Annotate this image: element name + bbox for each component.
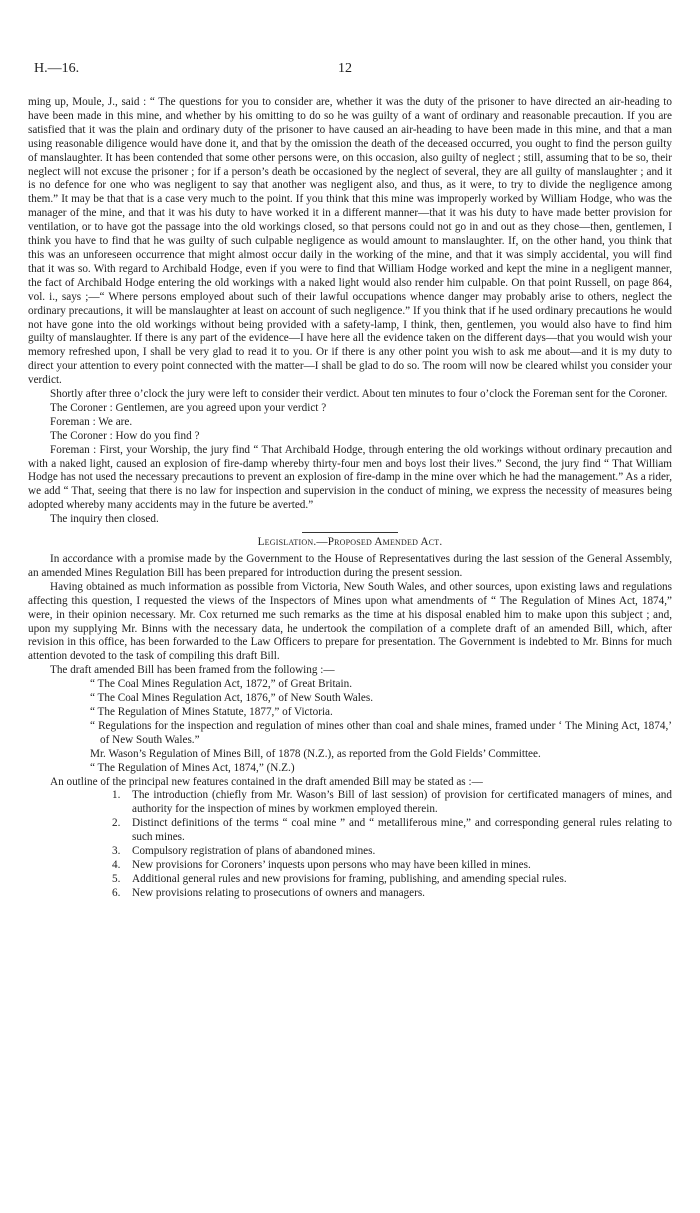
source-item: “ The Regulation of Mines Statute, 1877,” of Victoria. bbox=[90, 705, 333, 718]
source-item: “ The Coal Mines Regulation Act, 1876,” of New South Wales. bbox=[90, 692, 373, 705]
dialogue-line: The Coroner : Gentlemen, are you agreed upon your verdict ? bbox=[50, 401, 327, 414]
framed-intro-line: The draft amended Bill has been framed from the following :— bbox=[50, 664, 335, 677]
feature-item bbox=[28, 887, 672, 901]
source-item: “ The Coal Mines Regulation Act, 1872,” of Great Britain. bbox=[90, 678, 353, 691]
jury-retire-paragraph: Shortly after three o’clock the jury were left to consider their verdict. About ten minutes to four o’clock the Foreman sent for the Coroner. bbox=[50, 388, 668, 401]
feature-item bbox=[28, 845, 672, 859]
feature-number: 6. bbox=[112, 886, 121, 899]
feature-item bbox=[28, 789, 672, 817]
summing-up-paragraph: ming up, Moule, J., said : “ The questions for you to consider are, whether it was the duty of the prisoner to have directed an air-heading to have been made in this mine, and whether by his omitting to do so he was guilty of a want of ordinary and reasonable precaution. If you are satisfied that it was the plain and ordinary duty of the prisoner to have caused an air-heading to have been made in this mine, and that a man using reasonable diligence would have done it, and that by the omission the death of the deceased occurred, you ought to find the person guilty of manslaughter. It has been contended that some other persons were, on this occasion, also guilty of neglect ; still, assuming that to be so, their neglect will not excuse the prisoner ; for if a person’s death be occasioned by the neglect of several, they are all guilty of manslaughter ; and it is no defence for one who was negligent to say that another was negligent also, and thus, as it were, to try to divide the negligence among them.” It may be that that is a case very much to the point. If you think that this mine was improperly worked by William Hodge, who was the manager of the mine, and that it was his duty to have worked it in a different manner—that it was his duty to have made better provision for ventilation, or to have got the passage into the old workings closed, so that persons could not go in and out as they chose—then, gentlemen, I think you have to find that he was guilty of such culpable negligence as would amount to manslaughter. If, on the other hand, you think that this was an unforeseen occurrence that might almost occur daily in the working of the mine, and that it was simply accidental, you will find that it was so. With regard to Archibald Hodge, even if you were to find that William Hodge worked and kept the mine in a negligent manner, the fact of Archibald Hodge entering the old workings with a naked light would also render him culpable. On that point Russell, on page 864, vol. i., says ;—“ Where persons employed about such of their lawful occupations whence danger may probably arise to others, neglect the ordinary precautions, it will be manslaughter at least on account of such negligence.” If you think that if he used ordinary precautions he would not have gone into the old workings without being provided with a safety-lamp, I think, then, gentlemen, you would also have to find him guilty of manslaughter. If there is any part of the evidence—I have here all the evidence taken on the different days—that you would wish your memory refreshed upon, I shall be very glad to read it to you. Or if there is any other point you wish to ask me about—and it is my duty to direct your attention to every point connected with the matter—I shall be glad to do so. The room will now be cleared whilst you consider your verdict. bbox=[28, 96, 672, 387]
feature-number: 1. bbox=[112, 789, 121, 802]
legislation-paragraph: In accordance with a promise made by the Government to the House of Representatives during the last session of the General Assembly, an amended Mines Regulation Bill has been prepared for introduction during the present session. bbox=[28, 553, 672, 579]
features-list bbox=[28, 789, 672, 900]
dialogue-line: Foreman : We are. bbox=[50, 415, 133, 428]
document-reference: H.—16. bbox=[34, 61, 80, 76]
feature-number: 5. bbox=[112, 872, 121, 885]
document-body bbox=[28, 96, 672, 901]
feature-text: Distinct definitions of the terms “ coal mine ” and “ metalliferous mine,” and corresponding general rules relating to such mines. bbox=[132, 817, 672, 844]
dialogue-line: The Coroner : How do you find ? bbox=[50, 429, 200, 442]
feature-item bbox=[28, 873, 672, 887]
feature-number: 3. bbox=[112, 845, 121, 858]
section-divider bbox=[302, 532, 398, 533]
feature-item bbox=[28, 817, 672, 845]
section-heading: Legislation.—Proposed Amended Act. bbox=[257, 536, 443, 549]
source-item: “ Regulations for the inspection and regulation of mines other than coal and shale mines, framed under ‘ The Mining Act, 1874,’ of New South Wales.” bbox=[90, 719, 672, 746]
legislation-paragraph: Having obtained as much information as possible from Victoria, New South Wales, and other sources, upon existing laws and regulations affecting this question, I requested the views of the Inspectors of Mines upon what amendments of “ The Regulation of Mines Act, 1874,” were, in their opinion necessary. Mr. Cox returned me such remarks as the time at his disposal enabled him to make upon this subject ; and, upon my supplying Mr. Binns with the necessary data, he undertook the compilation of a complete draft of an amended Bill, which, after revision in this office, has been forwarded to the Law Officers to prepare for presentation. The Government is indebted to Mr. Binns for much attention devoted to the task of compiling this draft Bill. bbox=[28, 580, 672, 663]
outline-intro-line: An outline of the principal new features contained in the draft amended Bill may be stated as :— bbox=[50, 775, 483, 788]
sources-list bbox=[28, 678, 672, 775]
feature-number: 2. bbox=[112, 817, 121, 830]
feature-text: Additional general rules and new provisions for framing, publishing, and amending special rules. bbox=[132, 872, 567, 885]
feature-item bbox=[28, 859, 672, 873]
source-item: Mr. Wason’s Regulation of Mines Bill, of 1878 (N.Z.), as reported from the Gold Fields’ Committee. bbox=[90, 747, 541, 760]
feature-text: The introduction (chiefly from Mr. Wason’s Bill of last session) of provision for certificated managers of mines, and authority for the inspection of mines by workmen employed therein. bbox=[132, 789, 672, 816]
page-header bbox=[28, 62, 672, 80]
verdict-paragraph: Foreman : First, your Worship, the jury find “ That Archibald Hodge, through entering the old workings without ordinary precaution and with a naked light, caused an explosion of fire-damp whereby thirty-four men and boys lost their lives.” Second, the jury find “ That William Hodge has not used the necessary precautions to prevent an explosion of fire-damp in the mine over which he had the management.” As a rider, we add “ That, seeing that there is no law for inspection and supervision in the conduct of mining, we express the necessity of measures being adopted whereby many accidents may in the future be averted.” bbox=[28, 443, 672, 512]
inquiry-closed-line: The inquiry then closed. bbox=[50, 513, 159, 526]
feature-text: Compulsory registration of plans of abandoned mines. bbox=[132, 845, 376, 858]
feature-text: New provisions relating to prosecutions of owners and managers. bbox=[132, 886, 425, 899]
page-number: 12 bbox=[338, 61, 352, 76]
feature-text: New provisions for Coroners’ inquests upon persons who may have been killed in mines. bbox=[132, 858, 531, 871]
feature-number: 4. bbox=[112, 858, 121, 871]
source-item: “ The Regulation of Mines Act, 1874,” (N.Z.) bbox=[90, 761, 295, 774]
